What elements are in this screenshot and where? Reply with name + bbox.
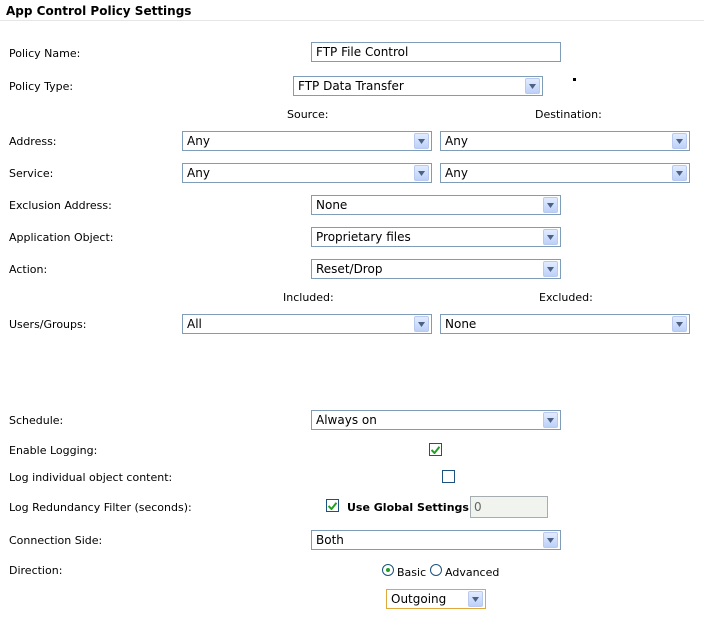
action-label: Action: xyxy=(9,263,48,276)
chevron-down-icon[interactable] xyxy=(543,197,558,213)
direction-advanced-label: Advanced xyxy=(445,566,500,579)
application-object-select[interactable] xyxy=(311,227,561,247)
use-global-settings-label: Use Global Settings xyxy=(347,501,469,514)
direction-advanced-radio[interactable] xyxy=(430,564,442,576)
included-column-header: Included: xyxy=(283,291,334,304)
chevron-down-icon[interactable] xyxy=(525,78,540,94)
address-label: Address: xyxy=(9,135,57,148)
policy-type-select[interactable] xyxy=(293,76,543,96)
chevron-down-icon[interactable] xyxy=(672,316,687,332)
enable-logging-checkbox[interactable] xyxy=(429,443,442,456)
chevron-down-icon[interactable] xyxy=(414,133,429,149)
direction-select[interactable] xyxy=(386,589,486,609)
redundancy-seconds-value: 0 xyxy=(474,500,482,514)
application-object-value: Proprietary files xyxy=(316,230,411,244)
chevron-down-icon[interactable] xyxy=(672,165,687,181)
source-address-select[interactable] xyxy=(182,131,432,151)
policy-name-input[interactable] xyxy=(311,42,561,62)
connection-side-label: Connection Side: xyxy=(9,534,103,547)
chevron-down-icon[interactable] xyxy=(543,261,558,277)
use-global-settings-checkbox[interactable] xyxy=(326,499,339,512)
direction-label: Direction: xyxy=(9,564,63,577)
direction-value: Outgoing xyxy=(391,592,447,606)
log-object-content-checkbox[interactable] xyxy=(442,470,455,483)
chevron-down-icon[interactable] xyxy=(414,165,429,181)
schedule-label: Schedule: xyxy=(9,414,64,427)
source-column-header: Source: xyxy=(287,108,329,121)
destination-address-select[interactable] xyxy=(440,131,690,151)
direction-basic-radio[interactable] xyxy=(382,564,394,576)
users-included-value: All xyxy=(187,317,202,331)
destination-address-value: Any xyxy=(445,134,468,148)
excluded-column-header: Excluded: xyxy=(539,291,593,304)
policy-type-label: Policy Type: xyxy=(9,80,74,93)
checkmark-icon xyxy=(431,446,440,454)
chevron-down-icon[interactable] xyxy=(672,133,687,149)
exclusion-address-label: Exclusion Address: xyxy=(9,199,112,212)
policy-type-value: FTP Data Transfer xyxy=(298,79,404,93)
checkmark-icon xyxy=(328,502,337,510)
policy-name-label: Policy Name: xyxy=(9,47,81,60)
source-service-value: Any xyxy=(187,166,210,180)
title-divider xyxy=(0,20,704,21)
users-groups-label: Users/Groups: xyxy=(9,318,87,331)
action-select[interactable] xyxy=(311,259,561,279)
radio-selected-dot xyxy=(386,568,390,572)
source-address-value: Any xyxy=(187,134,210,148)
users-excluded-select[interactable] xyxy=(440,314,690,334)
enable-logging-label: Enable Logging: xyxy=(9,444,98,457)
destination-service-value: Any xyxy=(445,166,468,180)
connection-side-select[interactable] xyxy=(311,530,561,550)
page-title: App Control Policy Settings xyxy=(6,4,192,18)
action-value: Reset/Drop xyxy=(316,262,383,276)
users-excluded-value: None xyxy=(445,317,477,331)
users-included-select[interactable] xyxy=(182,314,432,334)
application-object-label: Application Object: xyxy=(9,231,114,244)
redundancy-seconds-input[interactable] xyxy=(470,496,548,518)
chevron-down-icon[interactable] xyxy=(543,229,558,245)
destination-service-select[interactable] xyxy=(440,163,690,183)
connection-side-value: Both xyxy=(316,533,344,547)
cursor-mark xyxy=(573,78,576,81)
log-object-content-label: Log individual object content: xyxy=(9,471,173,484)
schedule-value: Always on xyxy=(316,413,377,427)
log-redundancy-label: Log Redundancy Filter (seconds): xyxy=(9,501,192,514)
chevron-down-icon[interactable] xyxy=(543,532,558,548)
destination-column-header: Destination: xyxy=(535,108,602,121)
direction-basic-label: Basic xyxy=(397,566,427,579)
schedule-select[interactable] xyxy=(311,410,561,430)
exclusion-address-value: None xyxy=(316,198,348,212)
service-label: Service: xyxy=(9,167,54,180)
exclusion-address-select[interactable] xyxy=(311,195,561,215)
chevron-down-icon[interactable] xyxy=(543,412,558,428)
source-service-select[interactable] xyxy=(182,163,432,183)
policy-name-value: FTP File Control xyxy=(316,45,409,59)
chevron-down-icon[interactable] xyxy=(414,316,429,332)
chevron-down-icon[interactable] xyxy=(468,591,483,607)
